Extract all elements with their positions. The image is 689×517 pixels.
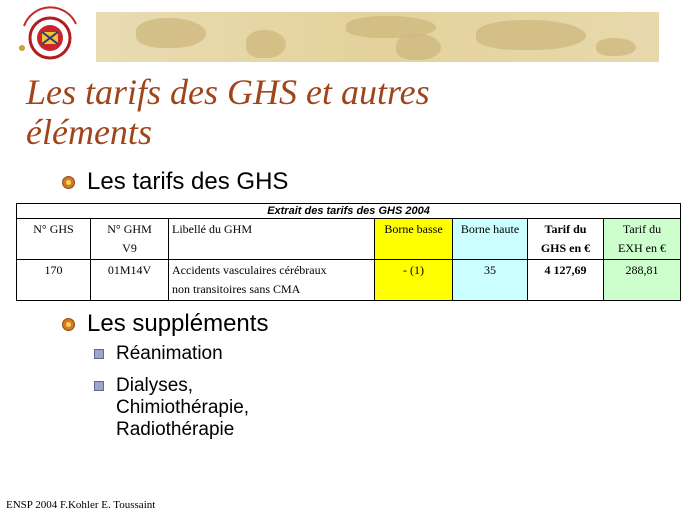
bullet-square-icon [94,349,104,359]
header-banner [0,0,689,68]
cell-borne-basse: - (1) [375,260,453,301]
slide-title-line2: éléments [26,112,152,152]
bullet-supplements [62,310,268,338]
sub-bullet-line-dialyses: Dialyses, [116,375,194,396]
bullet-circle-icon [62,318,75,331]
bullet-tarifs-label: Les tarifs des GHS [87,168,289,195]
world-map-strip [96,12,659,62]
header-ghm [91,219,169,260]
cell-libelle [169,260,375,301]
cell-libelle-line2: non transitoires sans CMA [172,282,301,296]
sub-bullet-reanimation [94,343,223,365]
cell-ghs: 170 [17,260,91,301]
footer-credit: ENSP 2004 F.Kohler E. Toussaint [6,499,156,511]
table-row [17,260,681,301]
slide-title-line1: Les tarifs des GHS et autres [26,72,430,112]
header-ghm-line1: N° GHM [107,222,152,236]
cell-tarif-ghs: 4 127,69 [528,260,604,301]
tarifs-table [16,203,681,301]
university-logo [10,6,94,66]
bullet-square-icon [94,381,104,391]
sub-bullet-dialyses [94,375,249,441]
header-ghs: N° GHS [17,219,91,260]
bullet-tarifs [62,168,288,196]
header-exh-line1: Tarif du [622,222,662,236]
sub-bullet-line-radio: Radiothérapie [116,419,235,440]
bullet-supplements-label: Les suppléments [87,310,269,337]
header-borne-haute: Borne haute [453,219,528,260]
header-libelle: Libellé du GHM [169,219,375,260]
header-exh-line2: EXH en € [618,241,666,255]
sub-bullet-label: Réanimation [116,343,223,364]
sub-bullet-multiline [116,375,249,441]
header-tarif-line2: GHS en € [540,241,591,255]
header-borne-basse: Borne basse [375,219,453,260]
table-caption: Extrait des tarifs des GHS 2004 [17,204,681,219]
cell-borne-haute: 35 [453,260,528,301]
cell-ghm: 01M14V [91,260,169,301]
header-tarif-ghs [528,219,604,260]
slide-title [26,72,546,152]
header-tarif-line1: Tarif du [544,222,587,236]
header-ghm-line2: V9 [122,241,137,255]
header-tarif-exh [604,219,681,260]
bullet-circle-icon [62,176,75,189]
table-header-row [17,219,681,260]
cell-libelle-line1: Accidents vasculaires cérébraux [172,263,327,277]
cell-tarif-exh: 288,81 [604,260,681,301]
sub-bullet-line-chimio: Chimiothérapie, [116,397,250,418]
